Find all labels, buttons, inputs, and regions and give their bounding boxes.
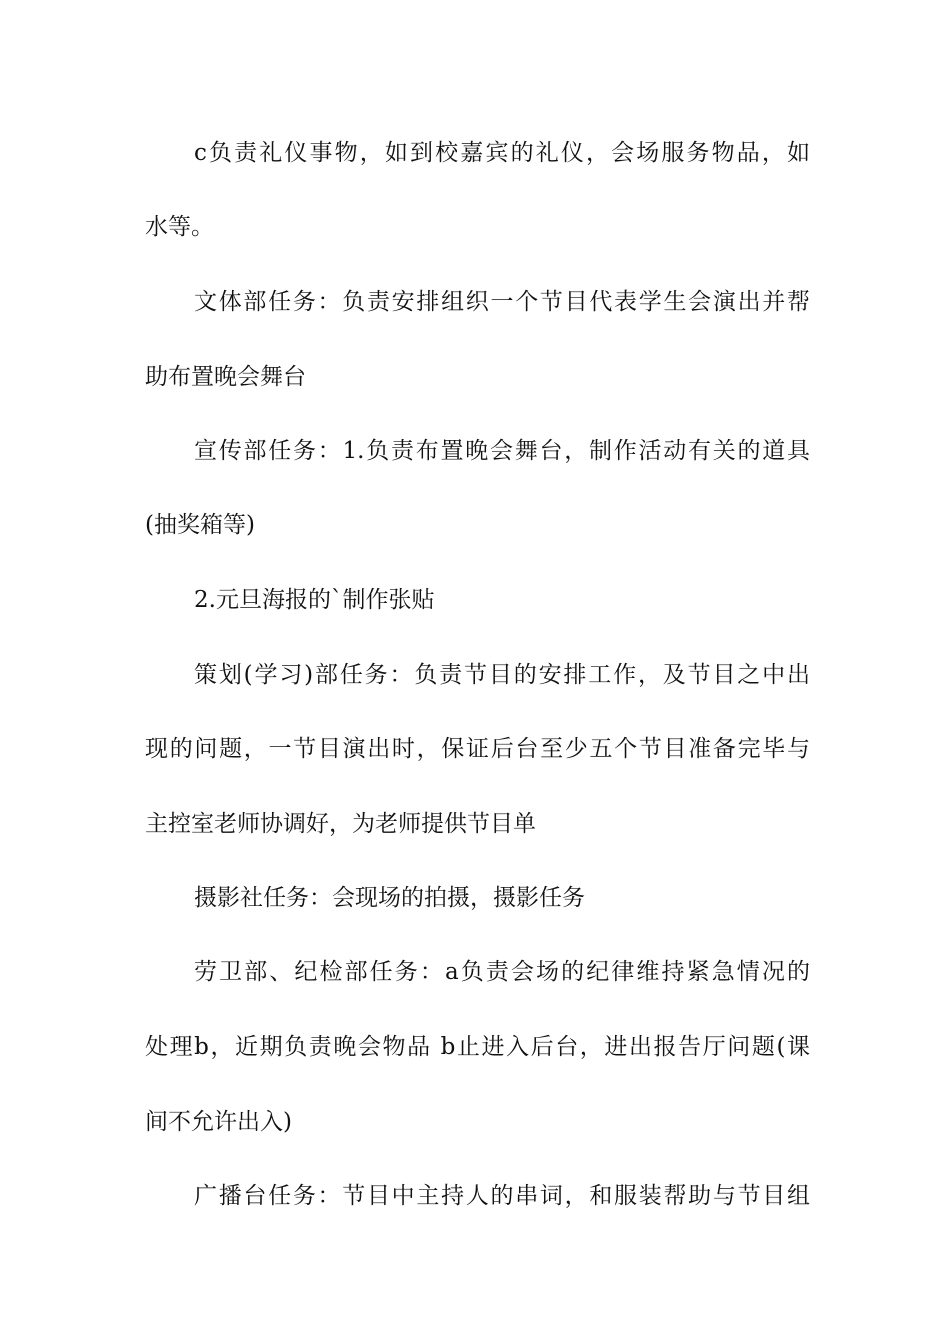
paragraph-line: 主控室老师协调好，为老师提供节目单 — [145, 811, 536, 837]
paragraph-line: 摄影社任务：会现场的拍摄，摄影任务 — [194, 885, 585, 911]
paragraph-line: 劳卫部、纪检部任务：a负责会场的纪律维持紧急情况的 — [194, 959, 810, 985]
paragraph-line: 广播台任务：节目中主持人的串词，和服装帮助与节目组 — [194, 1183, 810, 1209]
paragraph-line: 文体部任务：负责安排组织一个节目代表学生会演出并帮 — [194, 289, 810, 315]
paragraph-line: 宣传部任务：1.负责布置晚会舞台，制作活动有关的道具 — [194, 438, 810, 464]
paragraph-line: 助布置晚会舞台 — [145, 364, 306, 390]
paragraph-line: 现的问题，一节目演出时，保证后台至少五个节目准备完毕与 — [145, 736, 810, 762]
paragraph-line: 处理b，近期负责晚会物品 b止进入后台，进出报告厅问题(课 — [145, 1034, 810, 1060]
paragraph-line: 水等。 — [145, 214, 214, 240]
paragraph-line: 2.元旦海报的`制作张贴 — [194, 587, 435, 613]
paragraph-line: c负责礼仪事物，如到校嘉宾的礼仪，会场服务物品，如 — [194, 140, 810, 166]
paragraph-line: (抽奖箱等) — [145, 512, 255, 538]
paragraph-line: 策划(学习)部任务：负责节目的安排工作，及节目之中出 — [194, 662, 810, 688]
paragraph-line: 间不允许出入) — [145, 1109, 292, 1135]
